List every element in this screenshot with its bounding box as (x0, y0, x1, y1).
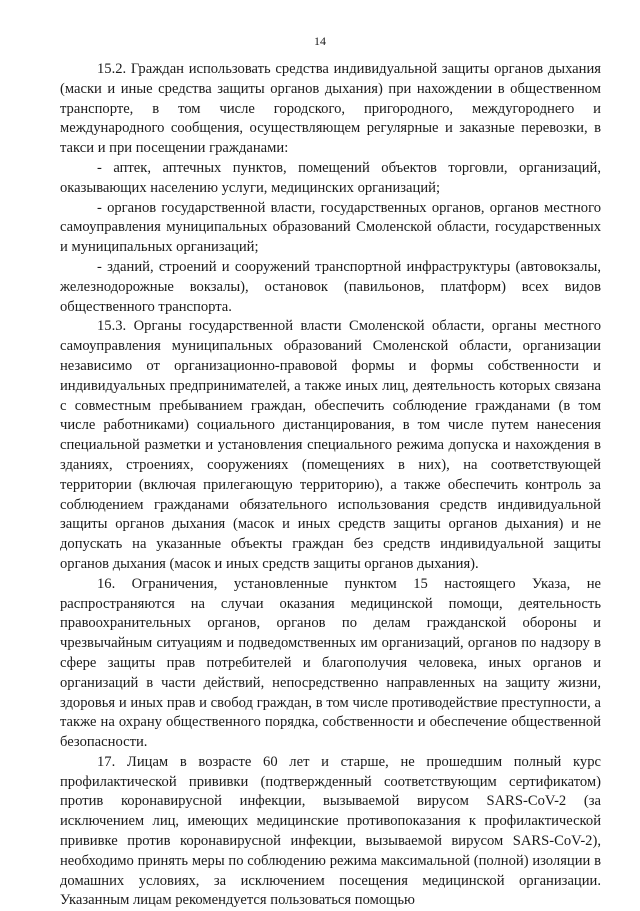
page-number: 14 (314, 34, 326, 48)
list-item-government-bodies: - органов государственной власти, государственных органов, органов местного самоуправления муниципальных образований Смоленской области, государственных и муниципальных организаций; (60, 199, 601, 256)
paragraph-16: 16. Ограничения, установленные пунктом 15 настоящего Указа, не распространяются на случаи оказания медицинской помощи, деятельность правоохранительных органов, органов по делам гражданской обороны и чрезвычайным ситуациям и подведомственных им организаций, органов по надзору в сфере защиты прав потребителей и благополучия человека, иных органов и организаций в части действий, непосредственно направленных на защиту жизни, здоровья и иных прав и свобод граждан, в том числе противодействие преступности, а также на охрану общественного порядка, собственности и обеспечение общественной безопасности. (60, 575, 601, 751)
paragraph-17: 17. Лицам в возрасте 60 лет и старше, не прошедшим полный курс профилактической прививки (подтвержденный соответствующим сертификатом) против коронавирусной инфекции, вызываемой вирусом SARS-CoV-2 (за исключением лиц, имеющих медицинские противопоказания к профилактической прививке против коронавирусной инфекции, вызываемой вирусом SARS-CoV-2), необходимо принять меры по соблюдению режима максимальной (полной) изоляции в домашних условиях, за исключением посещения медицинской организации. Указанным лицам рекомендуется пользоваться помощью (60, 753, 601, 909)
document-body (60, 60, 601, 911)
paragraph-15-3: 15.3. Органы государственной власти Смоленской области, органы местного самоуправления муниципальных образований Смоленской области, организации независимо от организационно-правовой формы и формы собственности и индивидуальных предпринимателей, а также иных лиц, деятельность которых связана с совместным пребыванием граждан, обеспечить соблюдение гражданами (в том числе работниками) социального дистанцирования, в том числе путем нанесения специальной разметки и установления специального режима допуска и нахождения в зданиях, строениях, сооружениях (помещениях в них), на соответствующей территории (включая прилегающую территорию), а также обеспечить контроль за соблюдением гражданами обязательного использования средств индивидуальной защиты органов дыхания (масок и иных средств защиты органов дыхания) и не допускать на указанные объекты граждан без средств индивидуальной защиты органов дыхания (масок и иных средств защиты органов дыхания). (60, 318, 601, 572)
list-item-pharmacies: - аптек, аптечных пунктов, помещений объектов торговли, организаций, оказывающих населению услуги, медицинских организаций; (60, 159, 601, 196)
list-item-transport-infrastructure: - зданий, строений и сооружений транспортной инфраструктуры (автовокзалы, железнодорожные вокзалы), остановок (павильонов, платформ) всех видов общественного транспорта. (60, 258, 601, 315)
paragraph-15-2: 15.2. Граждан использовать средства индивидуальной защиты органов дыхания (маски и иные средства защиты органов дыхания) при нахождении в общественном транспорте, в том числе городского, пригородного, междугороднего и международного сообщения, осуществляющем регулярные и заказные перевозки, в такси и при посещении гражданами: (60, 61, 601, 157)
